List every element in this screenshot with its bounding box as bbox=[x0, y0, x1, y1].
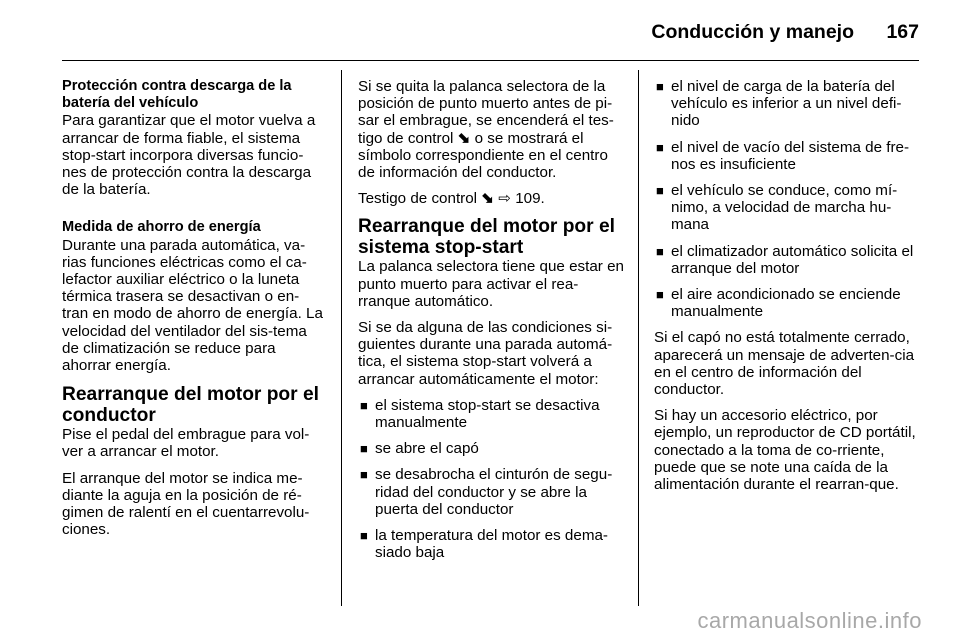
bullet-icon: ■ bbox=[656, 287, 664, 303]
paragraph: Pise el pedal del embrague para vol-ver a arrancar el motor. bbox=[62, 426, 310, 461]
paragraph: Para garantizar que el motor vuelva a arrancar de forma fiable, el sistema stop-start incorpora diversas funcio-nes de protección contra la descarga de la batería. bbox=[62, 112, 316, 199]
bullet-icon: ■ bbox=[656, 183, 664, 199]
bullet-icon: ■ bbox=[360, 441, 368, 457]
paragraph: El arranque del motor se indica me-diante la aguja en la posición de ré-gimen de ralentí en el cuentarrevolu-ciones. bbox=[62, 469, 310, 539]
subheading: Medida de ahorro de energía bbox=[62, 219, 261, 236]
page-reference[interactable]: 109. bbox=[515, 190, 545, 208]
paragraph: Si se quita la palanca selectora de la posición de punto muerto antes de pi-sar el embrague, se encenderá el tes-tigo de control ⬊ o se mostrará el símbolo correspondiente en el centro de información del conductor. bbox=[358, 78, 614, 182]
bullet-icon: ■ bbox=[360, 397, 368, 413]
list-item: ■ el climatizador automático solicita el arranque del motor bbox=[656, 242, 914, 277]
paragraph: Durante una parada automática, va-rias funciones eléctricas como el ca-lefactor auxiliar eléctrico o la luneta térmica trasera se desactivan o en-tran en modo de ahorro de energía. La velocidad del ventilador del sis-tema de climatización se reduce para ahorrar energía. bbox=[62, 236, 323, 375]
column-middle bbox=[358, 78, 624, 570]
condition-list bbox=[358, 397, 624, 562]
column-divider bbox=[638, 70, 639, 606]
list-item: ■ el sistema stop-start se desactiva manualmente bbox=[360, 396, 600, 432]
column-divider bbox=[341, 70, 342, 606]
watermark: carmanualsonline.info bbox=[697, 608, 922, 633]
page-number: 167 bbox=[886, 21, 919, 43]
column-left bbox=[62, 78, 325, 547]
section-heading: Rearranque del motor por el sistema stop-start bbox=[358, 216, 615, 259]
paragraph: Testigo de control ⬊ ⇨ 109. bbox=[358, 190, 545, 208]
list-item: ■ el nivel de carga de la batería del vehículo es inferior a un nivel defi-nido bbox=[656, 78, 902, 130]
bullet-icon: ■ bbox=[360, 528, 368, 544]
page-header bbox=[62, 0, 919, 61]
list-item: ■ la temperatura del motor es dema-siado baja bbox=[360, 527, 608, 562]
list-item: ■ se desabrocha el cinturón de segu-ridad del conductor y se abre la puerta del conductor bbox=[360, 466, 613, 518]
list-item: ■ se abre el capó bbox=[360, 440, 479, 458]
bullet-icon: ■ bbox=[360, 467, 368, 483]
paragraph: Si el capó no está totalmente cerrado, aparecerá un mensaje de adverten-cia en el centro de información del conductor. bbox=[654, 329, 915, 399]
bullet-icon: ■ bbox=[656, 79, 664, 94]
section-heading: Rearranque del motor por el conductor bbox=[62, 384, 319, 427]
bullet-icon: ■ bbox=[656, 243, 664, 259]
list-item: ■ el aire acondicionado se enciende manualmente bbox=[656, 286, 901, 321]
paragraph: Si hay un accesorio eléctrico, por ejemplo, un reproductor de CD portátil, conectado a la toma de co-rriente, puede que se note una caída de la alimentación durante el rearran-que. bbox=[654, 407, 916, 494]
section-title: Conducción y manejo bbox=[651, 21, 854, 43]
condition-list bbox=[654, 78, 920, 320]
column-right bbox=[654, 78, 920, 502]
bullet-icon: ■ bbox=[656, 139, 664, 155]
list-item: ■ el nivel de vacío del sistema de fre-nos es insuficiente bbox=[656, 138, 910, 173]
paragraph: Si se da alguna de las condiciones si-guientes durante una parada automá-tica, el sistema stop-start volverá a arrancar automáticamente el motor: bbox=[358, 319, 613, 388]
paragraph: La palanca selectora tiene que estar en punto muerto para activar el rea-rranque automático. bbox=[358, 258, 624, 310]
control-light-icon: ⬊ bbox=[457, 129, 471, 147]
page-reference-arrow-icon: ⇨ bbox=[498, 190, 511, 208]
list-item: ■ el vehículo se conduce, como mí-nimo, a velocidad de marcha hu-mana bbox=[656, 182, 898, 234]
control-light-icon: ⬊ bbox=[481, 190, 495, 208]
subheading: Protección contra descarga de la batería del vehículo bbox=[62, 78, 292, 112]
